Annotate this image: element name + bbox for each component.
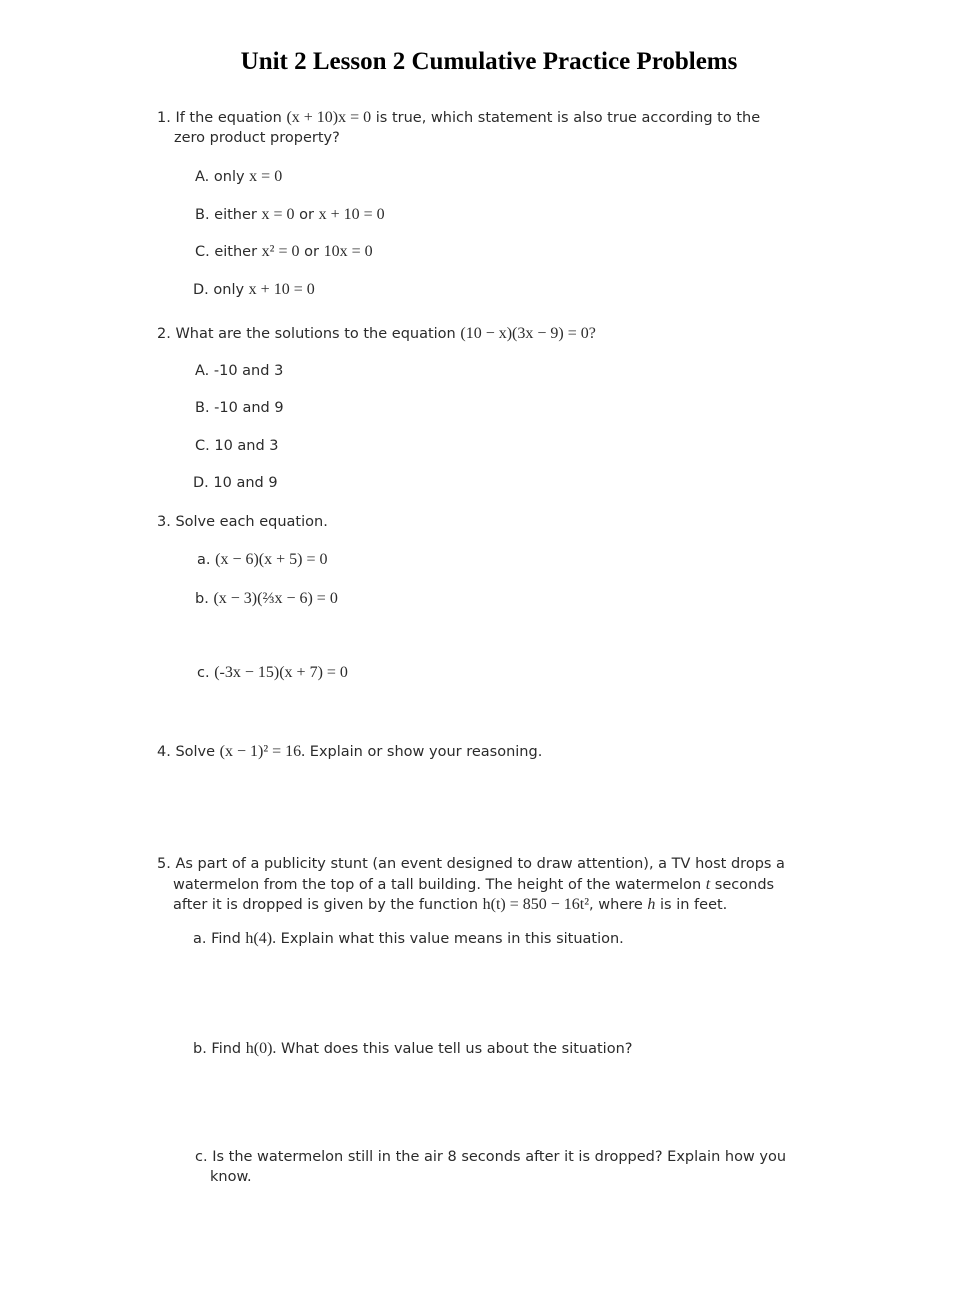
variable-t: t [705,876,711,893]
question-1-line-1 [157,107,760,129]
part-label: b. [195,591,214,607]
question-5-text: after it is dropped is given by the function [173,897,483,913]
part-text: b. Find [193,1041,246,1057]
part-text: a. Find [193,931,246,947]
question-4-equation: (x − 1)² = 16. [219,743,306,760]
part-math: h(0). [245,1040,277,1057]
option-math: x = 0 [249,168,283,185]
question-3-part-c [197,662,348,684]
question-1-option-c [195,241,373,263]
option-math: x² = 0 [261,243,300,260]
question-5-line-2 [173,874,774,896]
option-label: A. only [195,169,250,185]
part-label: a. [197,552,216,568]
question-5-text: is in feet. [655,897,728,913]
question-1-option-a [195,166,282,188]
question-5-text: watermelon from the top of a tall building. The height of the watermelon [173,877,706,893]
question-1-option-d [193,279,315,301]
option-or: or [299,244,324,260]
part-math: (x − 6)(x + 5) = 0 [215,551,328,568]
question-5-part-c-line-2: know. [210,1169,252,1185]
question-1-text-pre: 1. If the equation [157,110,287,126]
question-2-equation: (10 − x)(3x − 9) = 0? [460,325,596,342]
question-5-line-1: 5. As part of a publicity stunt (an event designed to draw attention), a TV host drops a [157,856,785,872]
part-math: (-3x − 15)(x + 7) = 0 [214,664,348,681]
part-text: Explain what this value means in this situation. [276,931,624,947]
function-equation: h(t) = 850 − 16t² [482,896,590,913]
question-5-part-a [193,928,624,950]
question-3-text: 3. Solve each equation. [157,514,328,530]
question-2-text: 2. What are the solutions to the equation [157,326,461,342]
question-2-line-1 [157,323,596,345]
option-label: B. either [195,207,262,223]
question-2-option-c: C. 10 and 3 [195,438,279,454]
part-label: c. [197,665,215,681]
option-math: x + 10 = 0 [248,281,315,298]
question-2-option-a: A. -10 and 3 [195,363,284,379]
question-1-text-post: is true, which statement is also true according to the [371,110,761,126]
part-math: h(4). [245,930,277,947]
part-text: What does this value tell us about the situation? [276,1041,633,1057]
option-math: 10x = 0 [323,243,373,260]
question-2-option-b: B. -10 and 9 [195,400,284,416]
option-or: or [294,207,319,223]
question-5-part-b [193,1038,632,1060]
question-4-line [157,741,542,763]
question-4-text: 4. Solve [157,744,220,760]
question-3-part-b [195,588,338,610]
question-4-text-post: Explain or show your reasoning. [305,744,543,760]
question-5-part-c-line-1: c. Is the watermelon still in the air 8 seconds after it is dropped? Explain how you [195,1149,787,1165]
option-label: D. only [193,282,249,298]
question-1-option-b [195,204,385,226]
page-title: Unit 2 Lesson 2 Cumulative Practice Problems [240,48,738,75]
question-5-line-3 [173,894,727,916]
option-math: x = 0 [261,206,295,223]
question-1-line-2: zero product property? [174,130,340,146]
question-1-equation: (x + 10)x = 0 [286,109,372,126]
question-2-option-d: D. 10 and 9 [193,475,278,491]
option-label: C. either [195,244,262,260]
question-5-text: seconds [710,877,775,893]
question-5-text: , where [589,897,648,913]
option-math: x + 10 = 0 [318,206,385,223]
part-math: (x − 3)(⅔x − 6) = 0 [213,590,338,607]
variable-h: h [647,896,656,913]
question-3-part-a [197,549,328,571]
